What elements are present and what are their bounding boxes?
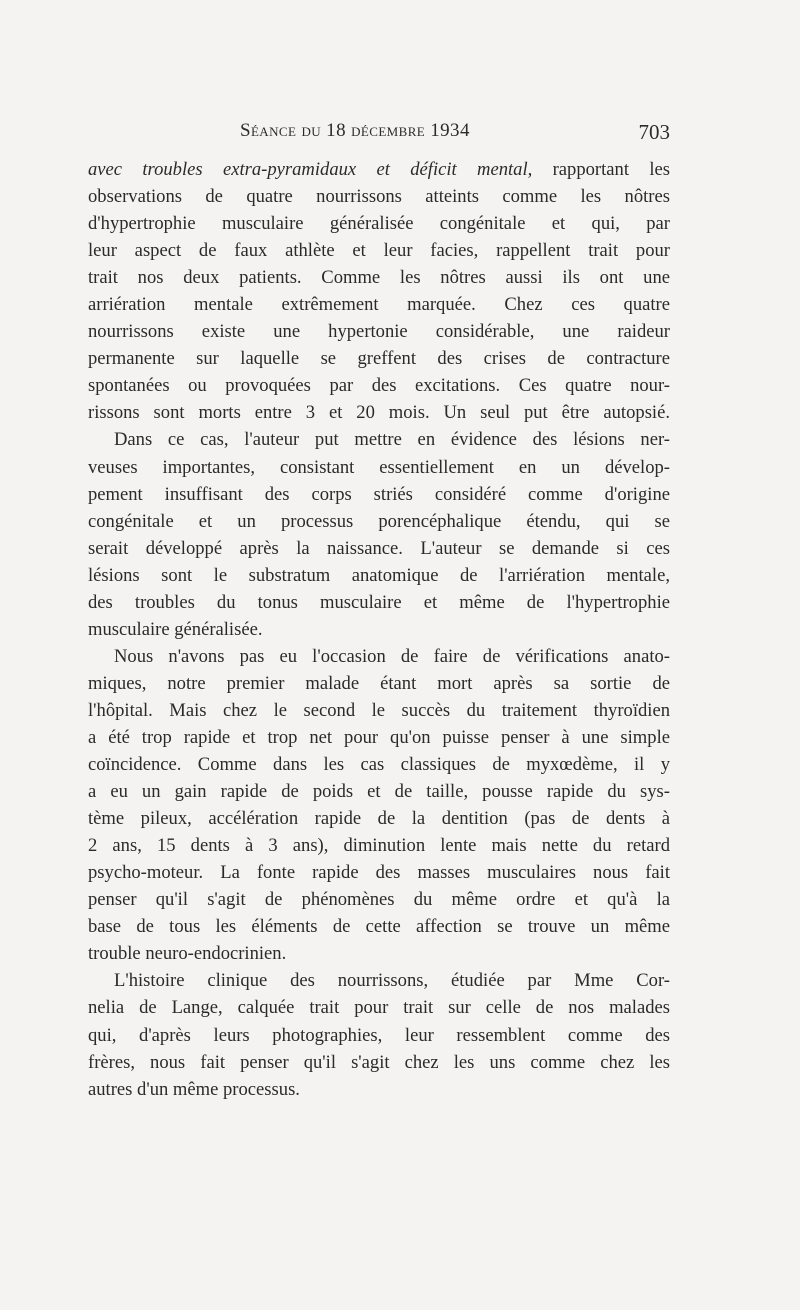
paragraph-2 bbox=[88, 426, 670, 642]
paragraph-4 bbox=[88, 967, 670, 1102]
text-line: permanente sur laquelle se greffent des crises de contracture bbox=[88, 348, 670, 370]
text-line: 2 ans, 15 dents à 3 ans), diminution lente mais nette du retard bbox=[88, 835, 670, 857]
text-line bbox=[88, 156, 670, 183]
paragraph-3 bbox=[88, 643, 670, 968]
text-line: trouble neuro-endocrinien. bbox=[88, 943, 287, 965]
text-line: spontanées ou provoquées par des excitations. Ces quatre nour- bbox=[88, 375, 670, 397]
text-line: veuses importantes, consistant essentiellement en un dévelop- bbox=[88, 456, 670, 478]
text-line: rissons sont morts entre 3 et 20 mois. Un seul put être autopsié. bbox=[88, 402, 670, 424]
text-line: observations de quatre nourrissons atteints comme les nôtres bbox=[88, 186, 670, 208]
text-line: qui, d'après leurs photographies, leur ressemblent comme des bbox=[88, 1024, 670, 1046]
running-head: Séance du 18 décembre 1934 bbox=[240, 120, 470, 141]
text-line: Dans ce cas, l'auteur put mettre en évidence des lésions ner- bbox=[114, 429, 670, 451]
text-line: a eu un gain rapide de poids et de taille, pousse rapide du sys- bbox=[88, 781, 670, 803]
text-line: frères, nous fait penser qu'il s'agit chez les uns comme chez les bbox=[88, 1051, 670, 1073]
text-line: d'hypertrophie musculaire généralisée congénitale et qui, par bbox=[88, 213, 670, 235]
text-line: trait nos deux patients. Comme les nôtres aussi ils ont une bbox=[88, 267, 670, 289]
text-line: l'hôpital. Mais chez le second le succès du traitement thyroïdien bbox=[88, 699, 670, 721]
text-line: psycho-moteur. La fonte rapide des masses musculaires nous fait bbox=[88, 862, 670, 884]
line-continuation: rapportant les bbox=[532, 159, 670, 180]
body-text bbox=[88, 156, 670, 1103]
text-line: pement insuffisant des corps striés considéré comme d'origine bbox=[88, 483, 670, 505]
paragraph-1 bbox=[88, 156, 670, 426]
text-line: coïncidence. Comme dans les cas classiques de myxœdème, il y bbox=[88, 754, 670, 776]
text-line: musculaire généralisée. bbox=[88, 618, 263, 640]
page-header bbox=[88, 120, 670, 148]
page-number: 703 bbox=[638, 120, 670, 144]
text-line: serait développé après la naissance. L'auteur se demande si ces bbox=[88, 537, 670, 559]
text-line: a été trop rapide et trop net pour qu'on puisse penser à une simple bbox=[88, 726, 670, 748]
text-line: congénitale et un processus porencéphalique étendu, qui se bbox=[88, 510, 670, 532]
text-line: base de tous les éléments de cette affection se trouve un même bbox=[88, 916, 670, 938]
text-line: arriération mentale extrêmement marquée. Chez ces quatre bbox=[88, 294, 670, 316]
text-line: miques, notre premier malade étant mort après sa sortie de bbox=[88, 672, 670, 694]
text-line: nelia de Lange, calquée trait pour trait sur celle de nos malades bbox=[88, 997, 670, 1019]
text-line: lésions sont le substratum anatomique de l'arriération mentale, bbox=[88, 564, 670, 586]
text-line: autres d'un même processus. bbox=[88, 1078, 300, 1100]
text-line: Nous n'avons pas eu l'occasion de faire de vérifications anato- bbox=[114, 645, 670, 667]
text-line: des troubles du tonus musculaire et même de l'hypertrophie bbox=[88, 591, 670, 613]
italic-title: avec troubles extra-pyramidaux et déficit mental, bbox=[88, 159, 533, 180]
text-line: L'histoire clinique des nourrissons, étudiée par Mme Cor- bbox=[114, 970, 670, 992]
text-line: nourrissons existe une hypertonie considérable, une raideur bbox=[88, 321, 670, 343]
text-line: leur aspect de faux athlète et leur facies, rappellent trait pour bbox=[88, 240, 670, 262]
text-line: tème pileux, accélération rapide de la dentition (pas de dents à bbox=[88, 808, 670, 830]
text-line: penser qu'il s'agit de phénomènes du même ordre et qu'à la bbox=[88, 889, 670, 911]
